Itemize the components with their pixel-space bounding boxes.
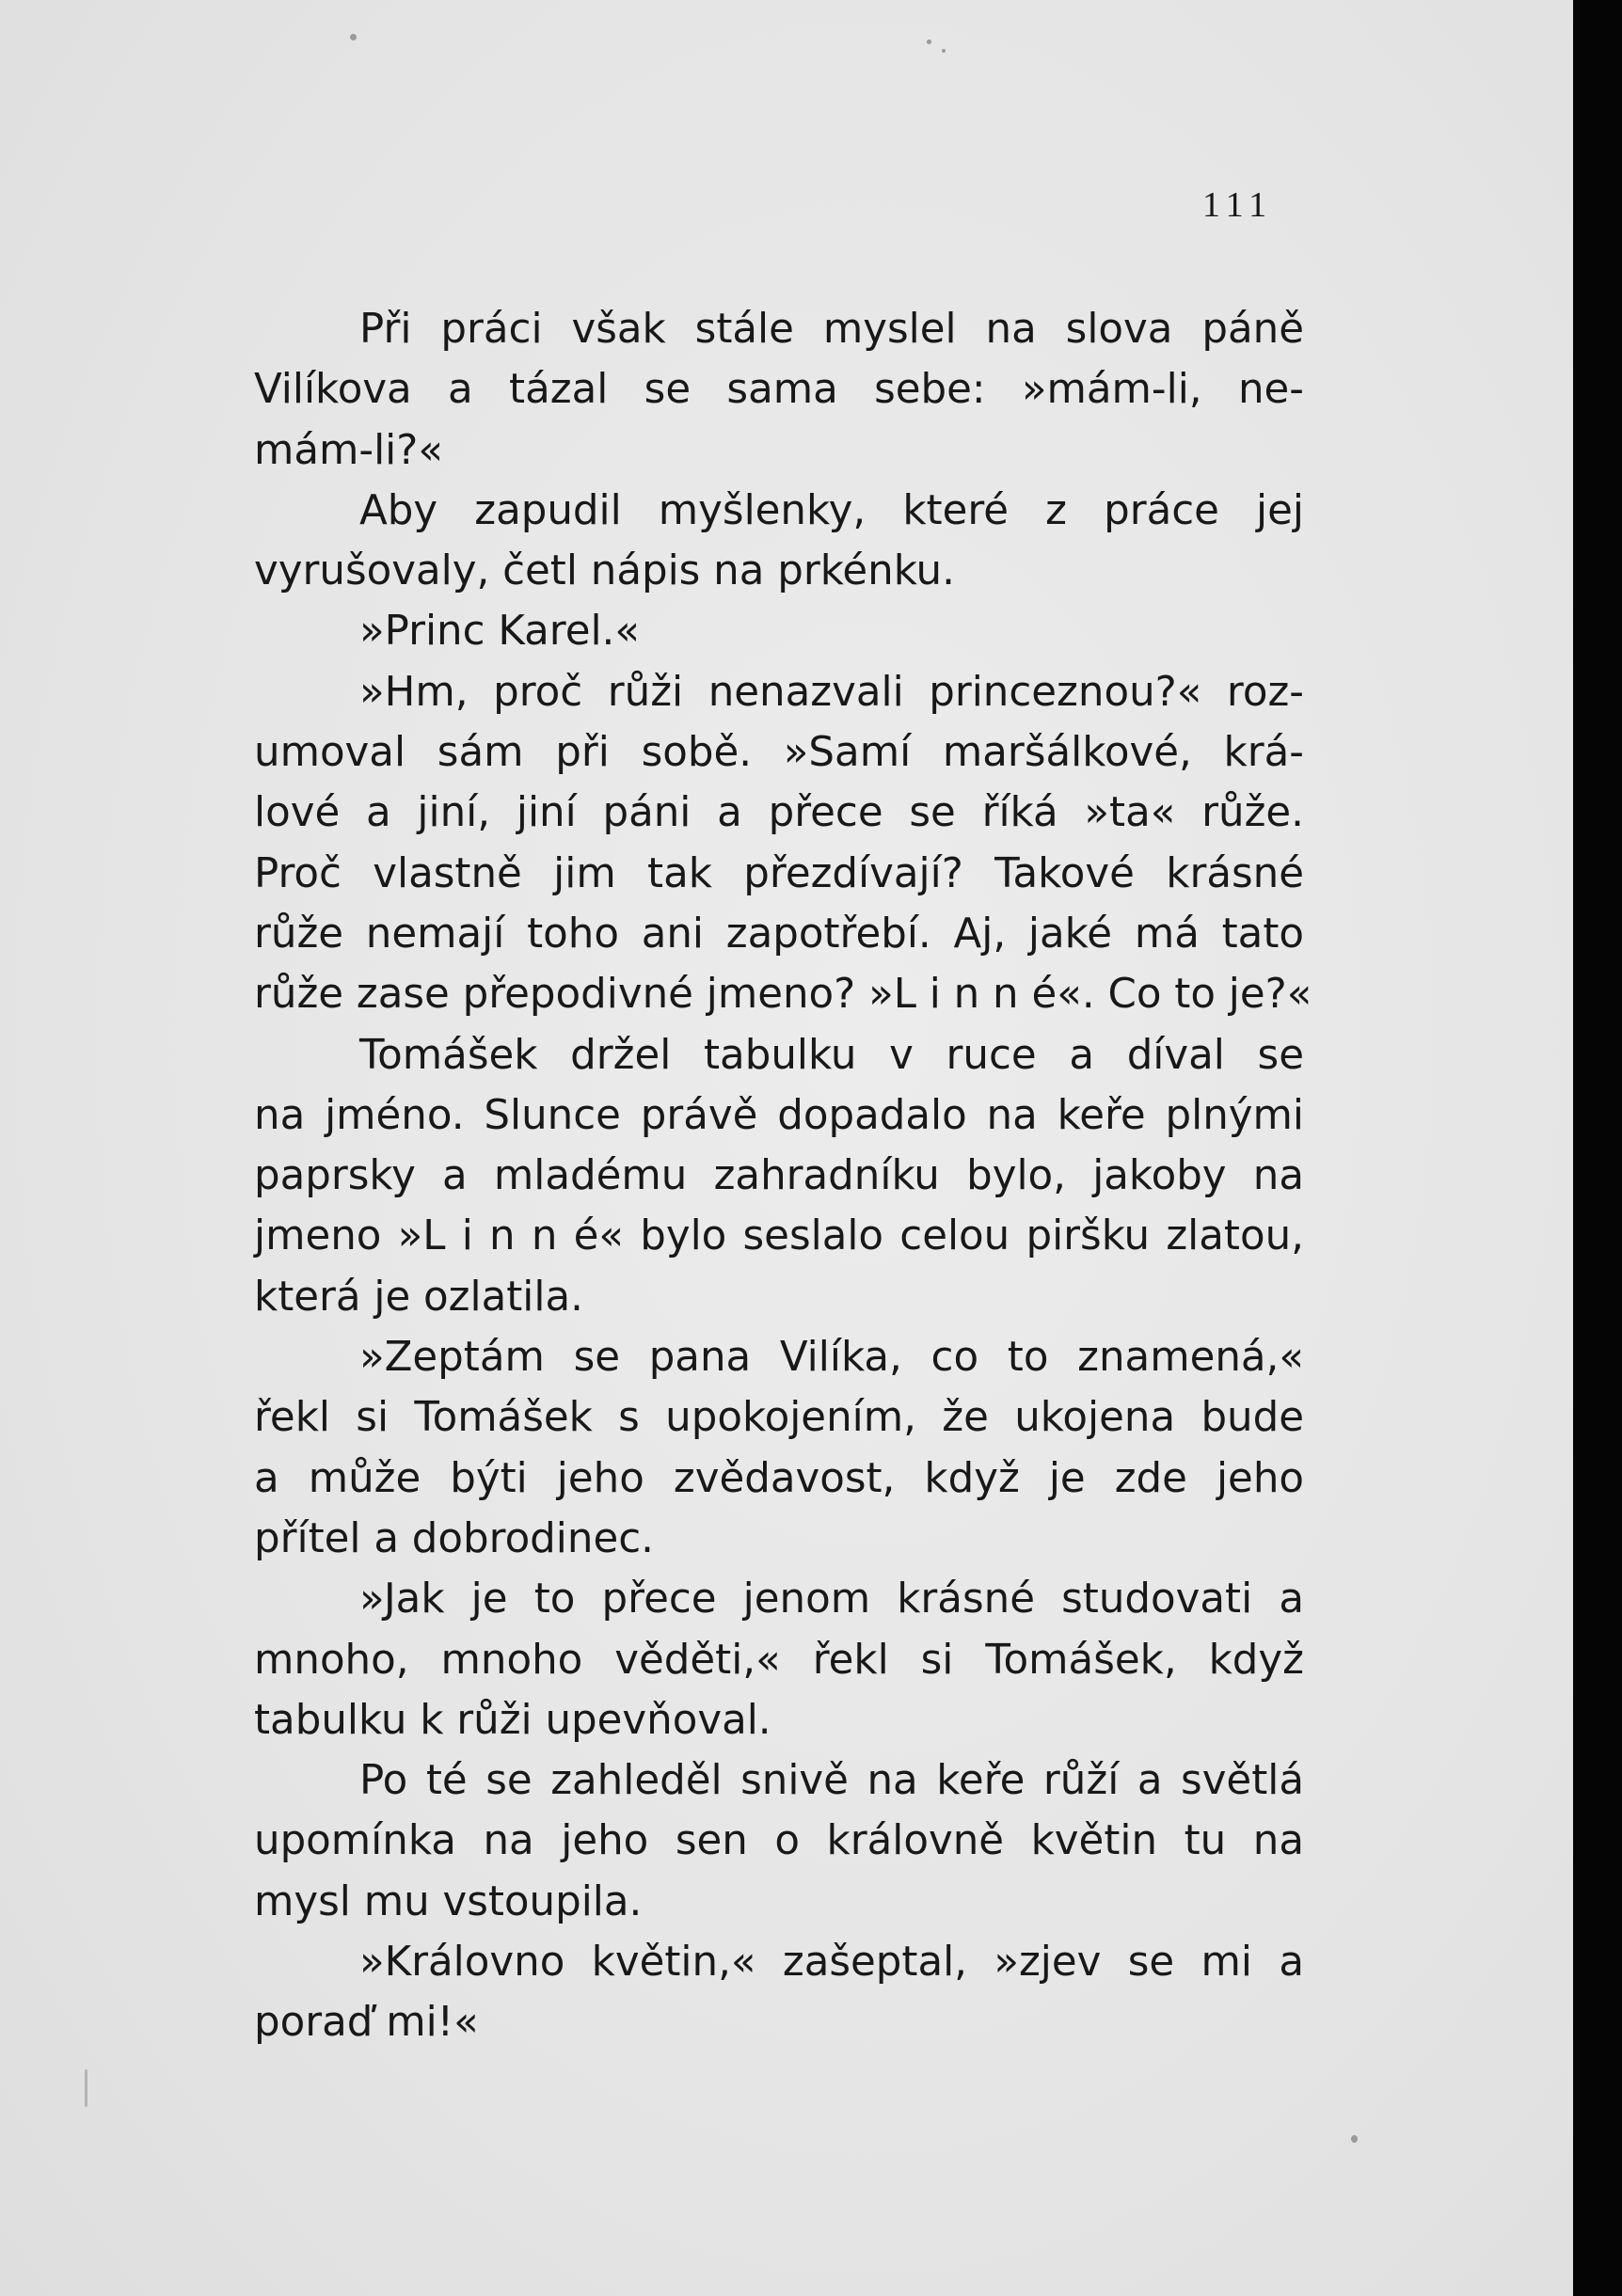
paper-speck (942, 49, 946, 53)
text-line: umoval sám při sobě. »Samí maršálkové, krá- (254, 729, 1304, 777)
text-line: upomínka na jeho sen o královně květin tu na (254, 1817, 1304, 1865)
text-line: Proč vlastně jim tak přezdívají? Takové krásné (254, 849, 1304, 897)
page-number: 111 (1202, 185, 1274, 225)
text-line: poraď mi!« (254, 1999, 479, 2047)
text-line: řekl si Tomášek s upokojením, že ukojena bude (254, 1394, 1304, 1442)
text-line: »Jak je to přece jenom krásné studovati a (359, 1576, 1304, 1623)
text-line: paprsky a mladému zahradníku bylo, jakoby na (254, 1152, 1304, 1200)
text-line: mysl mu vstoupila. (254, 1877, 643, 1925)
text-line: mám-li?« (254, 426, 443, 474)
text-line: Aby zapudil myšlenky, které z práce jej (359, 486, 1304, 534)
text-line: Tomášek držel tabulku v ruce a díval se (359, 1031, 1304, 1079)
text-line: vyrušovaly, četl nápis na prkénku. (254, 547, 955, 595)
text-line: růže nemají toho ani zapotřebí. Aj, jaké má tato (254, 910, 1304, 958)
paper-speck (927, 40, 931, 44)
text-line: růže zase přepodivné jmeno? »L i n n é«. Co to je?« (254, 971, 1312, 1019)
paper-speck (85, 2069, 87, 2107)
text-line: jmeno »L i n n é« bylo seslalo celou piršku zlatou, (254, 1212, 1304, 1260)
text-line: Vilíkova a tázal se sama sebe: »mám-li, ne- (254, 366, 1304, 414)
body-text (254, 299, 1312, 2053)
paper-speck (350, 34, 357, 40)
text-line: »Princ Karel.« (359, 608, 641, 656)
text-line: Při práci však stále myslel na slova páně (359, 306, 1304, 353)
text-line: na jméno. Slunce právě dopadalo na keře plnými (254, 1091, 1304, 1139)
text-line: Po té se zahleděl snivě na keře růží a světlá (359, 1757, 1304, 1805)
text-line: »Zeptám se pana Vilíka, co to znamená,« (359, 1334, 1304, 1382)
text-line: mnoho, mnoho věděti,« řekl si Tomášek, když (254, 1636, 1304, 1684)
text-line: »Královno květin,« zašeptal, »zjev se mi a (359, 1939, 1304, 1987)
text-line: přítel a dobrodinec. (254, 1514, 654, 1562)
text-line: a může býti jeho zvědavost, když je zde jeho (254, 1454, 1304, 1502)
text-line: lové a jiní, jiní páni a přece se říká »ta« růže. (254, 789, 1304, 837)
text-line: která je ozlatila. (254, 1273, 583, 1321)
scan-border (1573, 0, 1622, 2296)
text-line: tabulku k růži upevňoval. (254, 1696, 771, 1744)
text-line: »Hm, proč růži nenazvali princeznou?« roz- (359, 668, 1304, 716)
paper-speck (1351, 2135, 1358, 2143)
